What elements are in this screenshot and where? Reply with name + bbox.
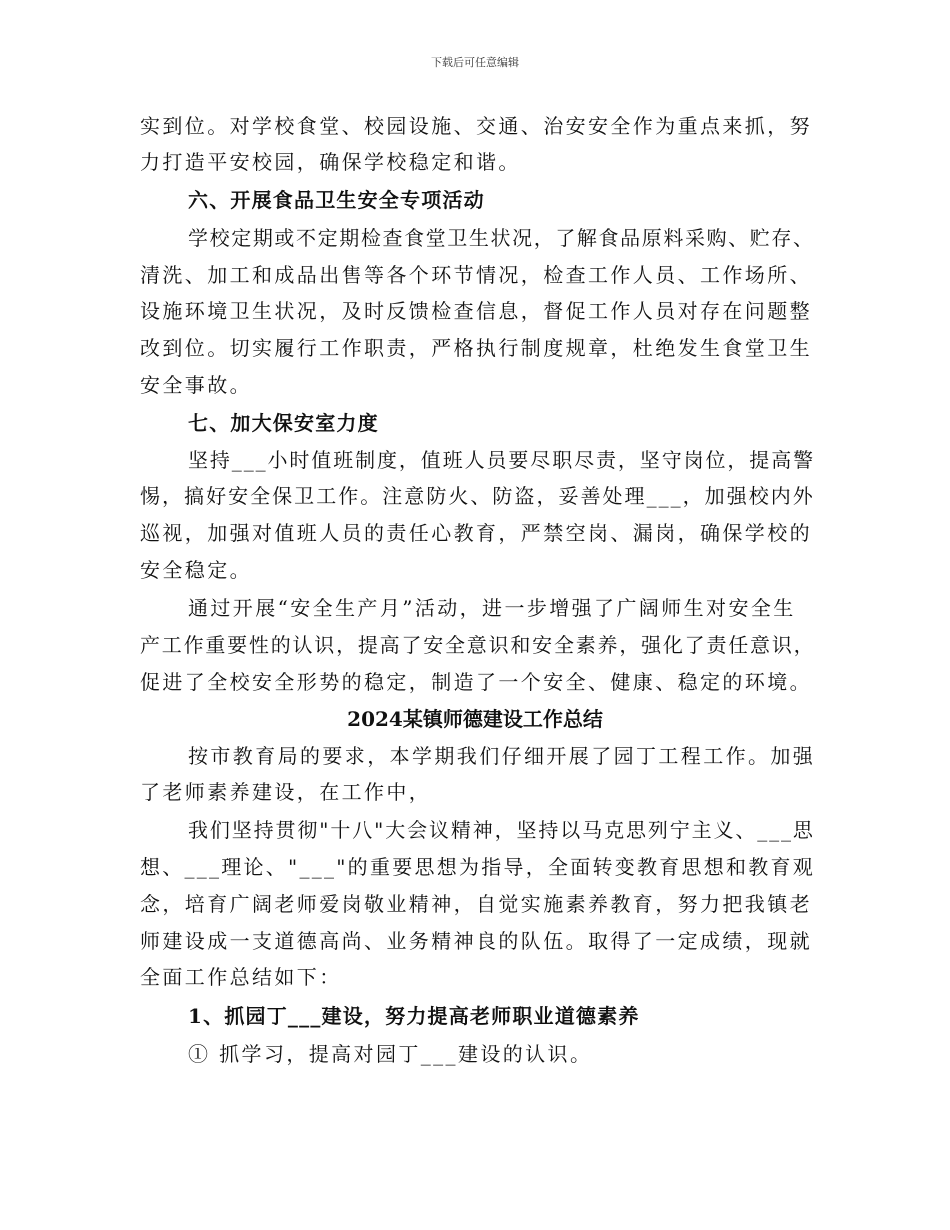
section-heading-6: 六、开展食品卫生安全专项活动 bbox=[188, 188, 485, 212]
body-text-line: 念，培育广阔老师爱岗敬业精神，自觉实施素养教育，努力把我镇老 bbox=[140, 892, 812, 916]
body-text-line: 安全事故。 bbox=[140, 373, 252, 397]
section-heading-7: 七、加大保安室力度 bbox=[188, 411, 379, 435]
body-text-line: 安全稳定。 bbox=[140, 558, 252, 582]
body-text-line: 实到位。对学校食堂、校园设施、交通、治安安全作为重点来抓，努 bbox=[140, 114, 812, 138]
body-text-line: 促进了全校安全形势的稳定，制造了一个安全、健康、稳定的环境。 bbox=[140, 670, 812, 694]
body-text-line: 惕，搞好安全保卫工作。注意防火、防盗，妥善处理___，加强校内外 bbox=[140, 484, 815, 508]
body-text-line: 想、___理论、"___"的重要思想为指导，全面转变教育思想和教育观 bbox=[140, 855, 815, 879]
body-text-line: 通过开展“安全生产月”活动，进一步增强了广阔师生对安全生 bbox=[188, 596, 796, 620]
body-text-line: 改到位。切实履行工作职责，严格执行制度规章，杜绝发生食堂卫生 bbox=[140, 336, 812, 360]
body-text-line: 按市教育局的要求，本学期我们仔细开展了园丁工程工作。加强 bbox=[188, 744, 816, 768]
body-text-line: 坚持___小时值班制度，值班人员要尽职尽责，坚守岗位，提高警 bbox=[188, 448, 815, 472]
page-header-note: 下载后可任意编辑 bbox=[431, 56, 519, 69]
body-text-line: 师建设成一支道德高尚、业务精神良的队伍。取得了一定成绩，现就 bbox=[140, 929, 812, 953]
body-text-line: 清洗、加工和成品出售等各个环节情况，检查工作人员、工作场所、 bbox=[140, 263, 812, 287]
body-text-line: 巡视，加强对值班人员的责任心教育，严禁空岗、漏岗，确保学校的 bbox=[140, 521, 812, 545]
body-text-line: 了老师素养建设，在工作中， bbox=[140, 780, 432, 804]
body-text-line: ① 抓学习，提高对园丁___建设的认识。 bbox=[188, 1042, 593, 1066]
body-text-line: 产工作重要性的认识，提高了安全意识和安全素养，强化了责任意识， bbox=[140, 633, 816, 657]
body-text-line: 力打造平安校园，确保学校稳定和谐。 bbox=[140, 150, 521, 174]
body-text-line: 全面工作总结如下： bbox=[140, 965, 342, 989]
document-title: 2024某镇师德建设工作总结 bbox=[347, 707, 603, 731]
body-text-line: 设施环境卫生状况，及时反馈检查信息，督促工作人员对存在问题整 bbox=[140, 299, 812, 323]
body-text-line: 学校定期或不定期检查食堂卫生状况，了解食品原料采购、贮存、 bbox=[188, 226, 815, 250]
body-text-line: 我们坚持贯彻"十八"大会议精神，坚持以马克思列宁主义、___思 bbox=[188, 818, 815, 842]
section-heading-1: 1、抓园丁___建设，努力提高老师职业道德素养 bbox=[188, 1004, 640, 1028]
